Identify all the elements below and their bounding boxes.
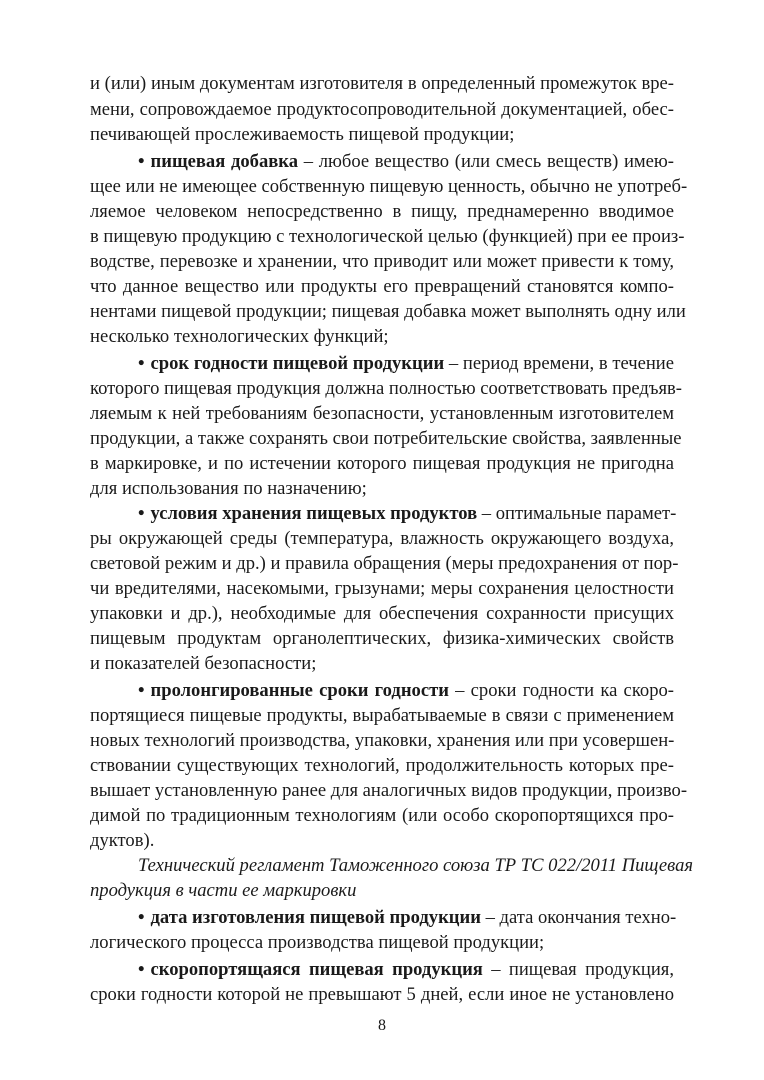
text-line: продукции, а также сохранять свои потребительские свойства, заявленные	[90, 428, 682, 449]
definition-text: – дата окончания техно-	[480, 907, 677, 928]
bullet-item-storage-conditions	[138, 502, 677, 526]
text-line: димой по традиционным технологиям (или особо скоропортящихся про-	[90, 805, 674, 826]
definition-text: – любое вещество (или смесь веществ) имею-	[298, 151, 674, 172]
bullet-icon: •	[138, 680, 145, 701]
bullet-item-manufacture-date	[138, 906, 677, 930]
section-heading: продукция в части ее маркировки	[90, 880, 357, 901]
bullet-icon: •	[138, 907, 145, 928]
text-line: пищевым продуктам органолептических, физика-химических свойств	[90, 628, 674, 649]
text-line: упаковки и др.), необходимые для обеспечения сохранности присущих	[90, 603, 674, 624]
text-line: которого пищевая продукция должна полностью соответствовать предъяв-	[90, 378, 683, 399]
term: пищевая добавка	[150, 151, 299, 172]
text-line: в маркировке, и по истечении которого пищевая продукция не пригодна	[90, 453, 674, 474]
section-heading: Технический регламент Таможенного союза ТР ТС 022/2011 Пищевая	[138, 855, 694, 876]
definition-text: – оптимальные парамет-	[477, 503, 677, 524]
text-line: и (или) иным документам изготовителя в определенный промежуток вре-	[90, 73, 674, 94]
text-line: световой режим и др.) и правила обращения (меры предохранения от пор-	[90, 553, 679, 574]
definition-text: – сроки годности ка скоро-	[448, 680, 674, 701]
bullet-item-food-additive	[138, 150, 674, 174]
bullet-icon: •	[138, 959, 145, 980]
text-line: и показателей безопасности;	[90, 653, 317, 674]
text-line: сроки годности которой не превышают 5 дней, если иное не установлено	[90, 984, 674, 1005]
text-line: нентами пищевой продукции; пищевая добавка может выполнять одну или	[90, 301, 686, 322]
text-line: портящиеся пищевые продукты, вырабатываемые в связи с применением	[90, 705, 674, 726]
text-line: печивающей прослеживаемость пищевой продукции;	[90, 124, 515, 145]
text-line: для использования по назначению;	[90, 478, 367, 499]
text-line: ляемым к ней требованиям безопасности, установленным изготовителем	[90, 403, 674, 424]
bullet-icon: •	[138, 503, 145, 524]
bullet-item-perishable-product	[138, 958, 674, 982]
term: пролонгированные сроки годности	[150, 680, 449, 701]
bullet-icon: •	[138, 151, 145, 172]
text-line: в пищевую продукцию с технологической целью (функцией) при ее произ-	[90, 226, 685, 247]
text-line: ляемое человеком непосредственно в пищу, преднамеренно вводимое	[90, 201, 674, 222]
text-line: новых технологий производства, упаковки, хранения или при усовершен-	[90, 730, 675, 751]
text-line: водстве, перевозке и хранении, что приводит или может привести к тому,	[90, 251, 674, 272]
bullet-item-prolonged-shelf-life	[138, 679, 674, 703]
text-line: логического процесса производства пищевой продукции;	[90, 932, 545, 953]
term: дата изготовления пищевой продукции	[150, 907, 481, 928]
term: срок годности пищевой продукции	[150, 353, 445, 374]
term: условия хранения пищевых продуктов	[150, 503, 478, 524]
text-line: чи вредителями, насекомыми, грызунами; меры сохранения целостности	[90, 578, 674, 599]
term: скоропортящаяся пищевая продукция	[150, 959, 483, 980]
definition-text: – период времени, в течение	[444, 353, 675, 374]
text-line: дуктов).	[90, 830, 155, 851]
definition-text: – пищевая продукция,	[482, 959, 674, 980]
text-line: щее или не имеющее собственную пищевую ценность, обычно не употреб-	[90, 176, 688, 197]
text-line: ствовании существующих технологий, продолжительность которых пре-	[90, 755, 674, 776]
text-line: несколько технологических функций;	[90, 326, 389, 347]
page-number: 8	[378, 1017, 386, 1034]
text-line: вышает установленную ранее для аналогичных видов продукции, произво-	[90, 780, 688, 801]
bullet-item-shelf-life	[138, 352, 674, 376]
bullet-icon: •	[138, 353, 145, 374]
text-line: что данное вещество или продукты его превращений становятся компо-	[90, 276, 674, 297]
text-line: ры окружающей среды (температура, влажность окружающего воздуха,	[90, 528, 674, 549]
text-line: мени, сопровождаемое продуктосопроводительной документацией, обес-	[90, 99, 674, 120]
